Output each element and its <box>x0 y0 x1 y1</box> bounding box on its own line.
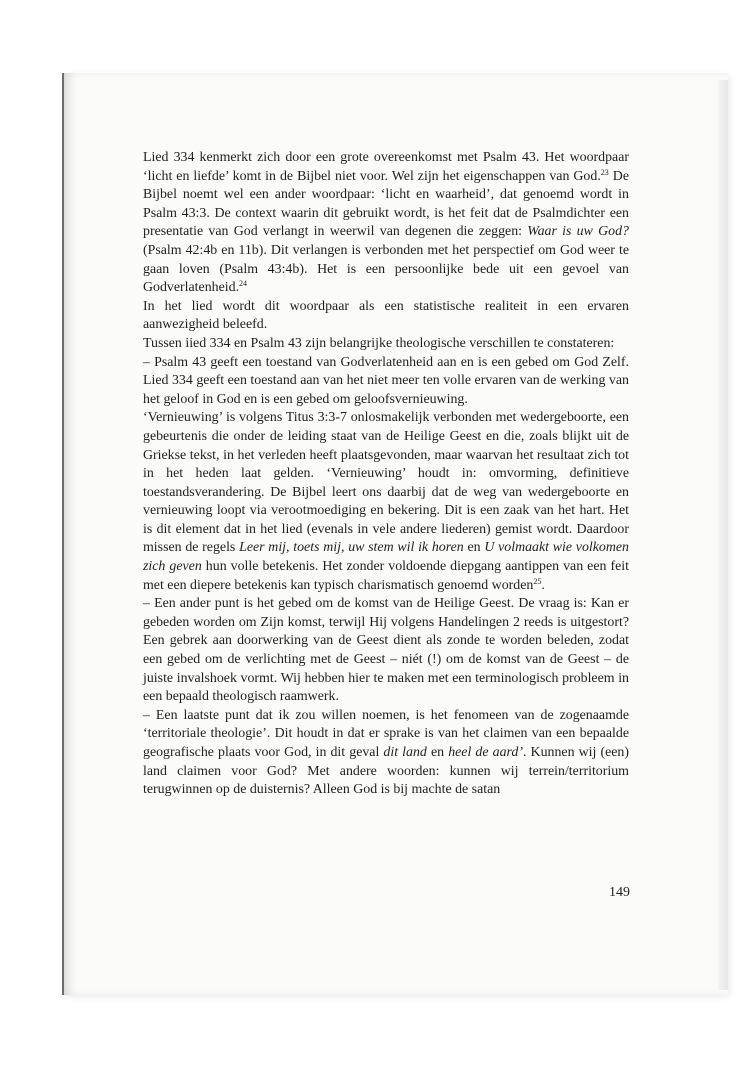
page-edge <box>718 80 728 990</box>
text-run: In het lied wordt dit woordpaar als een statistische realiteit in een ervaren aanwezigheid beleefd. <box>143 298 629 333</box>
text-run: Lied 334 kenmerkt zich door een grote overeenkomst met Psalm 43. Het woordpaar ‘licht en liefde’ komt in de Bijbel niet voor. Wel zijn het eigenschappen van God. <box>143 150 629 184</box>
text-run: en <box>463 540 485 556</box>
text-run: . <box>541 577 545 593</box>
italic-quote: Leer mij, toets mij, uw stem wil ik horen <box>239 540 464 556</box>
body-text <box>143 149 629 800</box>
footnote-marker: 24 <box>239 279 248 289</box>
text-run: ‘Vernieuwing’ is volgens Titus 3:3-7 onlosmakelijk verbonden met wedergeboorte, een gebeurtenis die onder de leiding staat van de Heilige Geest en die, zoals blijkt uit de Griekse tekst, in het verleden heeft plaatsgevonden, maar waarvan het resultaat zich tot in het heden laat gelden. ‘Vernieuwing’ houdt in: omvorming, definitieve toestandsverandering. De Bijbel leert ons daarbij dat de weg van wedergeboorte en vernieuwing loopt via verootmoediging en bekering. Dit is een zaak van het hart. Het is dit element dat in het lied (evenals in vele andere liederen) gemist wordt. Daardoor missen de regels <box>143 410 629 556</box>
paragraph <box>143 354 629 410</box>
footnote-marker: 23 <box>600 167 609 177</box>
paragraph <box>143 707 629 800</box>
text-run: . Kunnen wij (een) land claimen voor God? Met andere woorden: kunnen wij terrein/territorium terugwinnen op de duisternis? Alleen God is bij machte de satan <box>143 745 629 798</box>
italic-quote: Waar is uw God? <box>527 224 629 240</box>
paragraph <box>143 335 629 354</box>
text-run: – Psalm 43 geeft een toestand van Godverlatenheid aan en is een gebed om God Zelf. Lied 334 geeft een toestand aan van het niet meer ten volle ervaren van de werking van het geloof in God en is een gebed om geloofsvernieuwing. <box>143 354 629 407</box>
paragraph <box>143 149 629 298</box>
footnote-marker: 25 <box>533 576 542 586</box>
text-run: hun volle betekenis. Het zonder voldoende diepgang aantippen van een feit met een diepere betekenis kan typisch charismatisch genoemd worden <box>143 559 629 593</box>
text-run: – Een ander punt is het gebed om de komst van de Heilige Geest. De vraag is: Kan er gebeden worden om Zijn komst, terwijl Hij volgens Handelingen 2 reeds is uitgestort? Een gebrek aan doorwerking van de Geest dient als zonde te worden beleden, zodat een gebed om de verlichting met de Geest – niét (!) om de komst van de Geest – de juiste invalshoek vormt. Wij hebben hier te maken met een terminologisch probleem in een bepaald theologisch raamwerk. <box>143 596 629 705</box>
page-number: 149 <box>609 885 630 900</box>
text-run: en <box>426 745 449 760</box>
text-run: De Bijbel noemt wel een ander woordpaar: ‘licht en waarheid’, dat genoemd wordt in Psalm 43:3. De context waarin dit gebruikt wordt, is het feit dat de Psalmdichter een presentatie van God verlangt in weerwil van degenen die zeggen: <box>143 168 629 240</box>
italic-quote: dit land <box>383 745 427 760</box>
text-run: – Een laatste punt dat ik zou willen noemen, is het fenomeen van de zogenaamde ‘territoriale theologie’. Dit houdt in dat er sprake is van het claimen van een bepaalde geografische plaats voor God, in dit geval <box>143 707 629 760</box>
paragraph <box>143 298 629 335</box>
italic-quote: heel de aard’ <box>448 745 523 760</box>
text-run: (Psalm 42:4b en 11b). Dit verlangen is verbonden met het perspectief om God weer te gaan loven (Psalm 43:4b). Het is een persoonlijke bede uit een gevoel van Godverlatenheid. <box>143 242 629 296</box>
italic-quote: U volmaakt wie volkomen zich geven <box>143 540 630 575</box>
paragraph <box>143 409 629 595</box>
paragraph <box>143 595 629 707</box>
text-run: Tussen iied 334 en Psalm 43 zijn belangrijke theologische verschillen te constateren: <box>143 335 615 351</box>
